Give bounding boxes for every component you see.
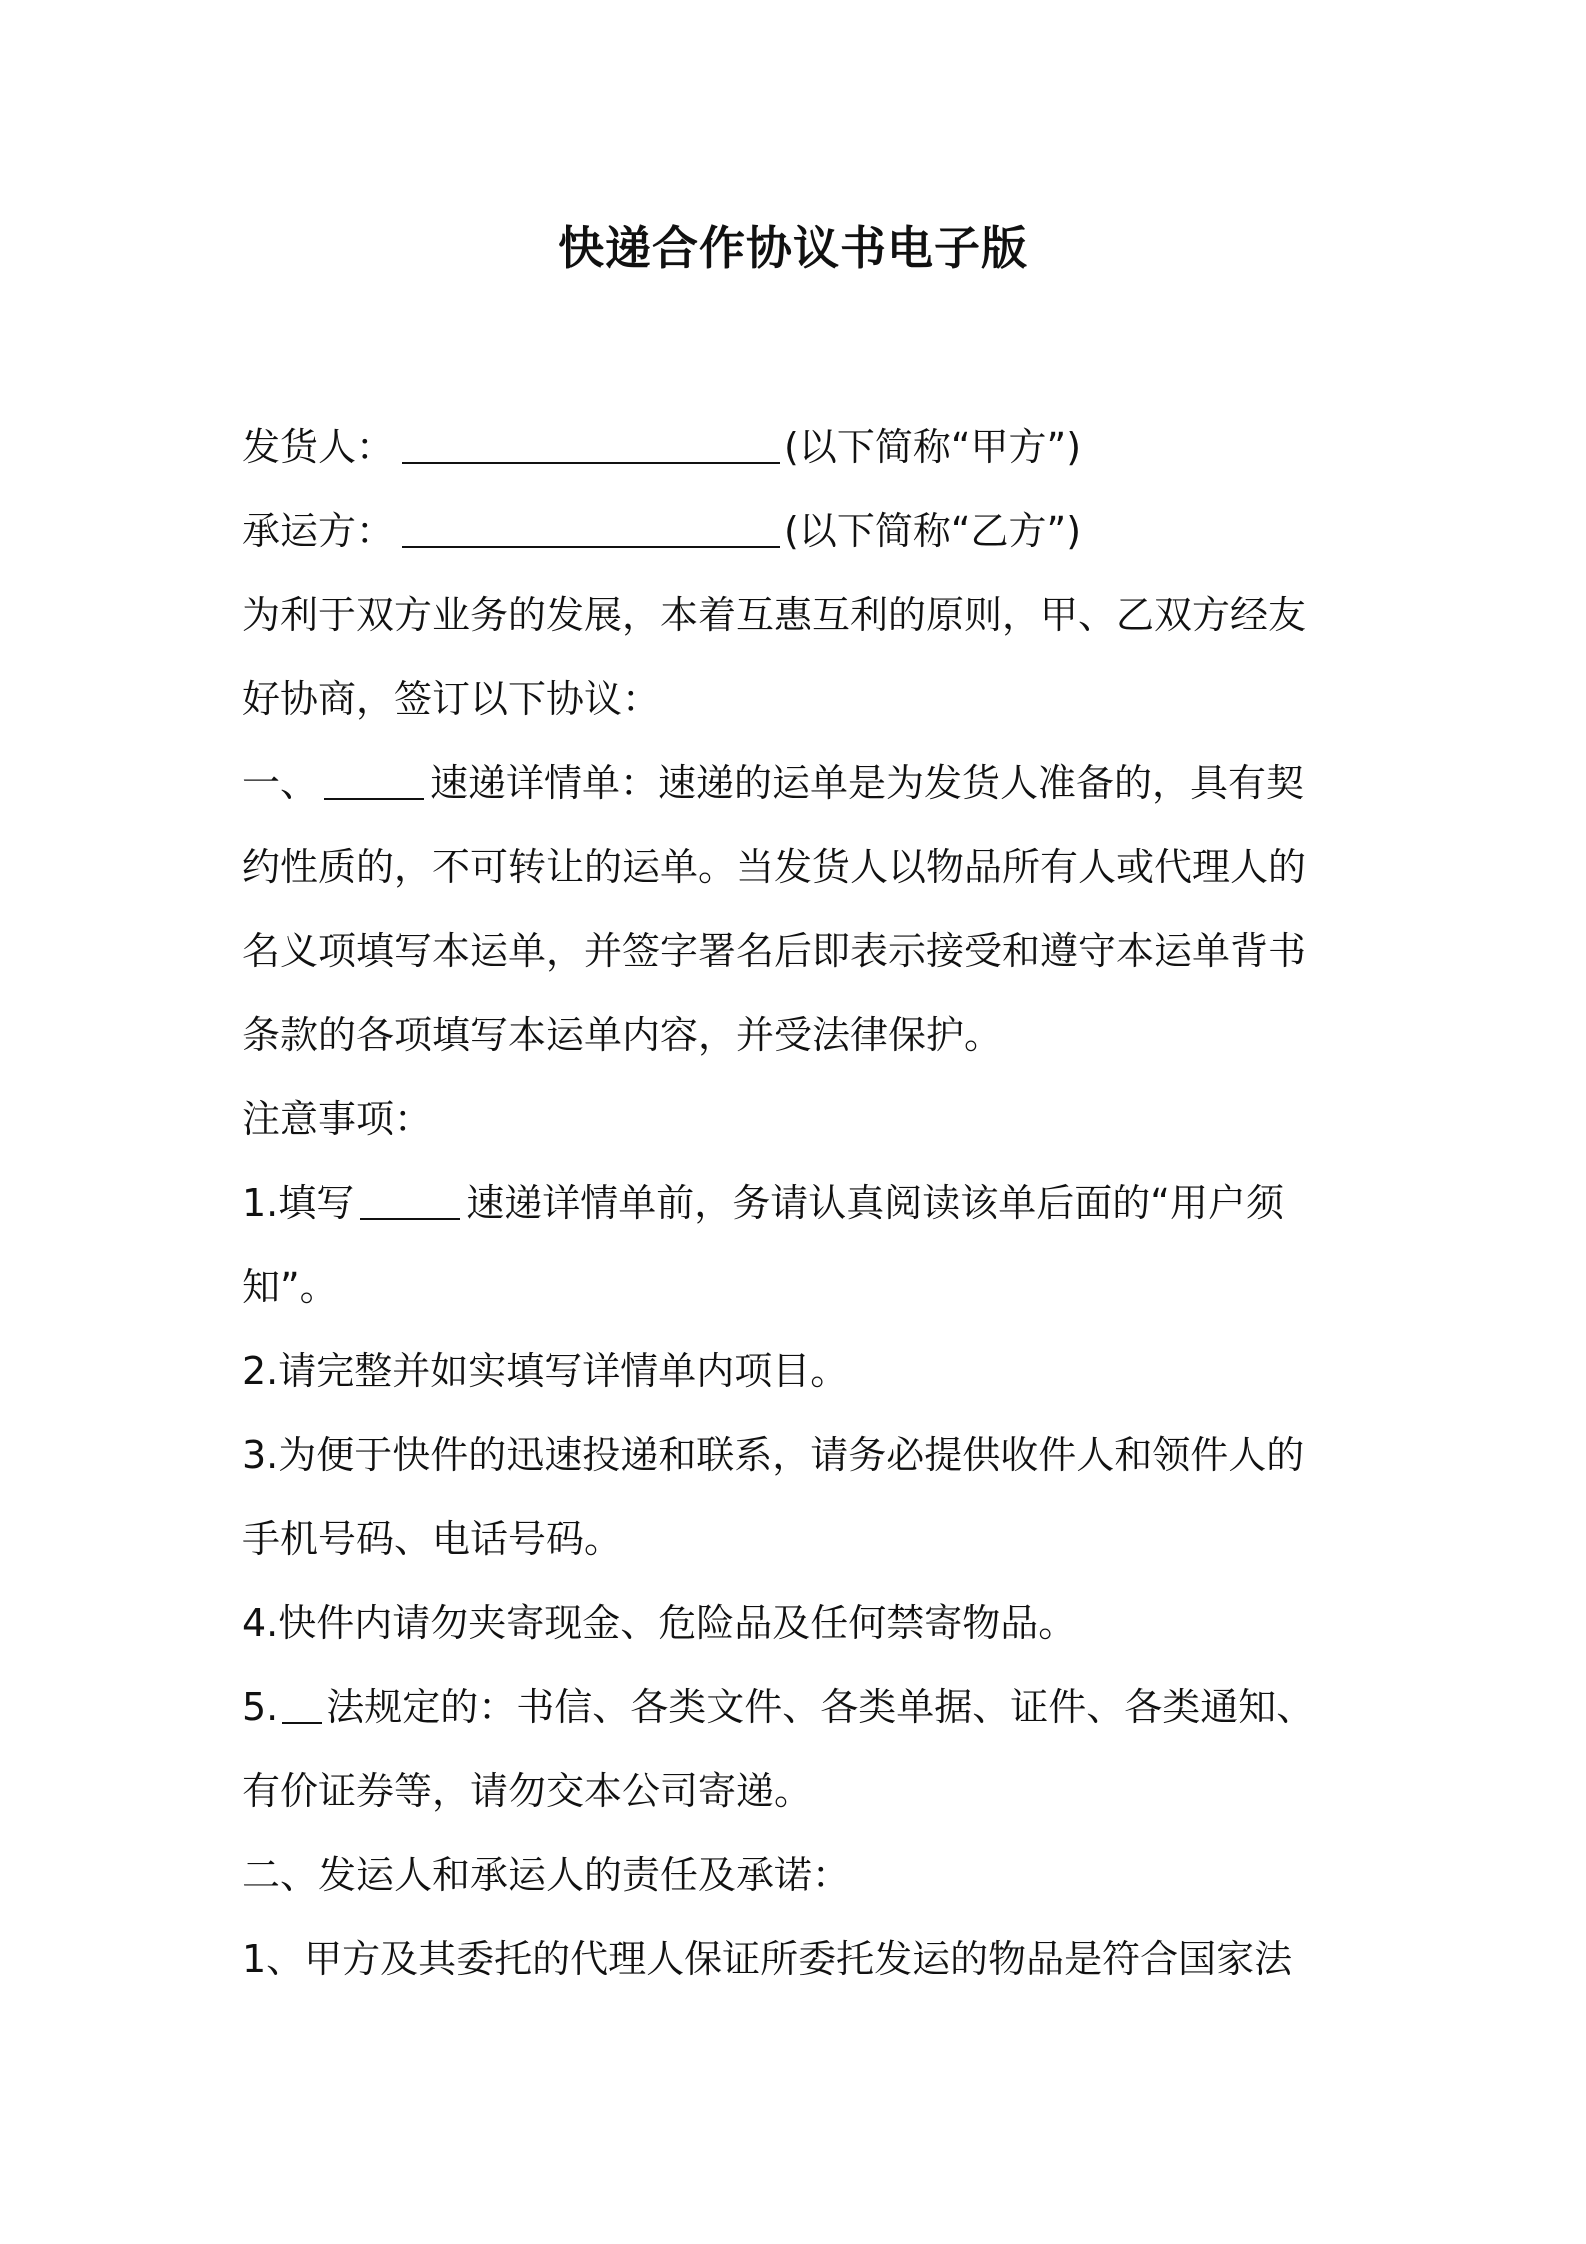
section1-line: 约性质的，不可转让的运单。当发货人以物品所有人或代理人的 bbox=[242, 845, 1307, 889]
section2-item-1: 1、甲方及其委托的代理人保证所委托发运的物品是符合国家法 bbox=[242, 1937, 1293, 1981]
shipper-suffix: (以下简称“甲方”) bbox=[784, 425, 1082, 469]
section1-lead: 速递详情单：速递的运单是为发货人准备的，具有契 bbox=[430, 761, 1305, 805]
law-name-blank bbox=[282, 1692, 322, 1724]
note-item-2: 2.请完整并如实填写详情单内项目。 bbox=[242, 1349, 849, 1393]
note-item-1 bbox=[242, 1161, 1357, 1245]
courier-name-blank bbox=[360, 1188, 460, 1220]
section1-prefix: 一、 bbox=[242, 761, 319, 805]
document-body bbox=[242, 405, 1357, 2001]
note-item-1-continued: 知”。 bbox=[242, 1265, 338, 1309]
section1-line: 名义项填写本运单，并签字署名后即表示接受和遵守本运单背书 bbox=[242, 929, 1307, 973]
carrier-line bbox=[242, 489, 1357, 573]
note-item-5-continued: 有价证券等，请勿交本公司寄递。 bbox=[242, 1769, 813, 1813]
note-item-4: 4.快件内请勿夹寄现金、危险品及任何禁寄物品。 bbox=[242, 1601, 1077, 1645]
note-item-3: 3.为便于快件的迅速投递和联系，请务必提供收件人和领件人的 bbox=[242, 1433, 1305, 1477]
note-item-1-text: 速递详情单前，务请认真阅读该单后面的“用户须 bbox=[466, 1181, 1284, 1225]
note-item-5-text: 法规定的：书信、各类文件、各类单据、证件、各类通知、 bbox=[326, 1685, 1315, 1729]
shipper-line bbox=[242, 405, 1357, 489]
courier-name-blank bbox=[324, 768, 424, 800]
note-item-1-prefix: 1.填写 bbox=[242, 1181, 355, 1225]
intro-line: 好协商，签订以下协议： bbox=[242, 677, 661, 721]
document-title: 快递合作协议书电子版 bbox=[558, 221, 1028, 275]
shipper-label: 发货人： bbox=[242, 425, 395, 469]
note-item-5 bbox=[242, 1665, 1357, 1749]
note-item-5-prefix: 5. bbox=[242, 1685, 279, 1729]
carrier-label: 承运方： bbox=[242, 509, 395, 553]
shipper-blank bbox=[402, 432, 780, 464]
section1-line bbox=[242, 741, 1357, 825]
notes-heading: 注意事项： bbox=[242, 1097, 433, 1141]
note-item-3-continued: 手机号码、电话号码。 bbox=[242, 1517, 623, 1561]
carrier-blank bbox=[402, 516, 780, 548]
intro-line: 为利于双方业务的发展，本着互惠互利的原则，甲、乙双方经友 bbox=[242, 593, 1307, 637]
section1-line: 条款的各项填写本运单内容，并受法律保护。 bbox=[242, 1013, 1003, 1057]
section2-heading: 二、发运人和承运人的责任及承诺： bbox=[242, 1853, 851, 1897]
carrier-suffix: (以下简称“乙方”) bbox=[784, 509, 1082, 553]
